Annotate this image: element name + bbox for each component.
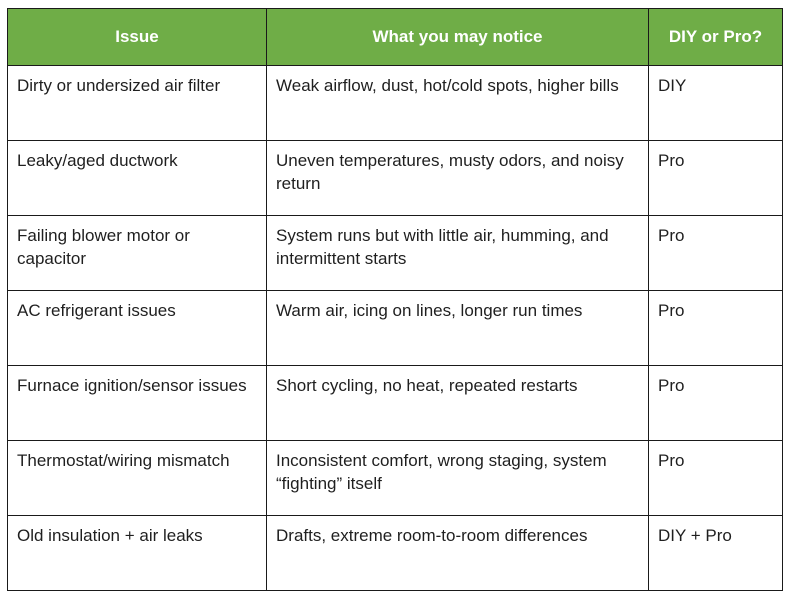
diy-pro-cell: DIY (649, 66, 783, 141)
notice-cell: Uneven temperatures, musty odors, and noisy return (267, 141, 649, 216)
issue-cell: AC refrigerant issues (8, 291, 267, 366)
issue-cell: Old insulation + air leaks (8, 516, 267, 591)
notice-cell: Inconsistent comfort, wrong staging, system “fighting” itself (267, 441, 649, 516)
issue-cell: Leaky/aged ductwork (8, 141, 267, 216)
notice-cell: Warm air, icing on lines, longer run times (267, 291, 649, 366)
diy-pro-cell: Pro (649, 366, 783, 441)
diy-pro-cell: DIY + Pro (649, 516, 783, 591)
table-row (8, 441, 783, 516)
diy-pro-cell: Pro (649, 441, 783, 516)
diy-pro-cell: Pro (649, 216, 783, 291)
diy-pro-cell: Pro (649, 291, 783, 366)
diy-pro-cell: Pro (649, 141, 783, 216)
issues-table (7, 8, 783, 591)
table-header-row (8, 9, 783, 66)
table-row (8, 216, 783, 291)
table-row (8, 516, 783, 591)
header-issue: Issue (8, 9, 267, 66)
header-diy-or-pro: DIY or Pro? (649, 9, 783, 66)
table-row (8, 291, 783, 366)
notice-cell: System runs but with little air, humming, and intermittent starts (267, 216, 649, 291)
issue-cell: Failing blower motor or capacitor (8, 216, 267, 291)
header-what-you-may-notice: What you may notice (267, 9, 649, 66)
issues-table-container (7, 8, 783, 591)
table-row (8, 366, 783, 441)
issue-cell: Furnace ignition/sensor issues (8, 366, 267, 441)
issue-cell: Thermostat/wiring mismatch (8, 441, 267, 516)
table-row (8, 141, 783, 216)
table-row (8, 66, 783, 141)
notice-cell: Short cycling, no heat, repeated restarts (267, 366, 649, 441)
issue-cell: Dirty or undersized air filter (8, 66, 267, 141)
notice-cell: Drafts, extreme room-to-room differences (267, 516, 649, 591)
notice-cell: Weak airflow, dust, hot/cold spots, higher bills (267, 66, 649, 141)
